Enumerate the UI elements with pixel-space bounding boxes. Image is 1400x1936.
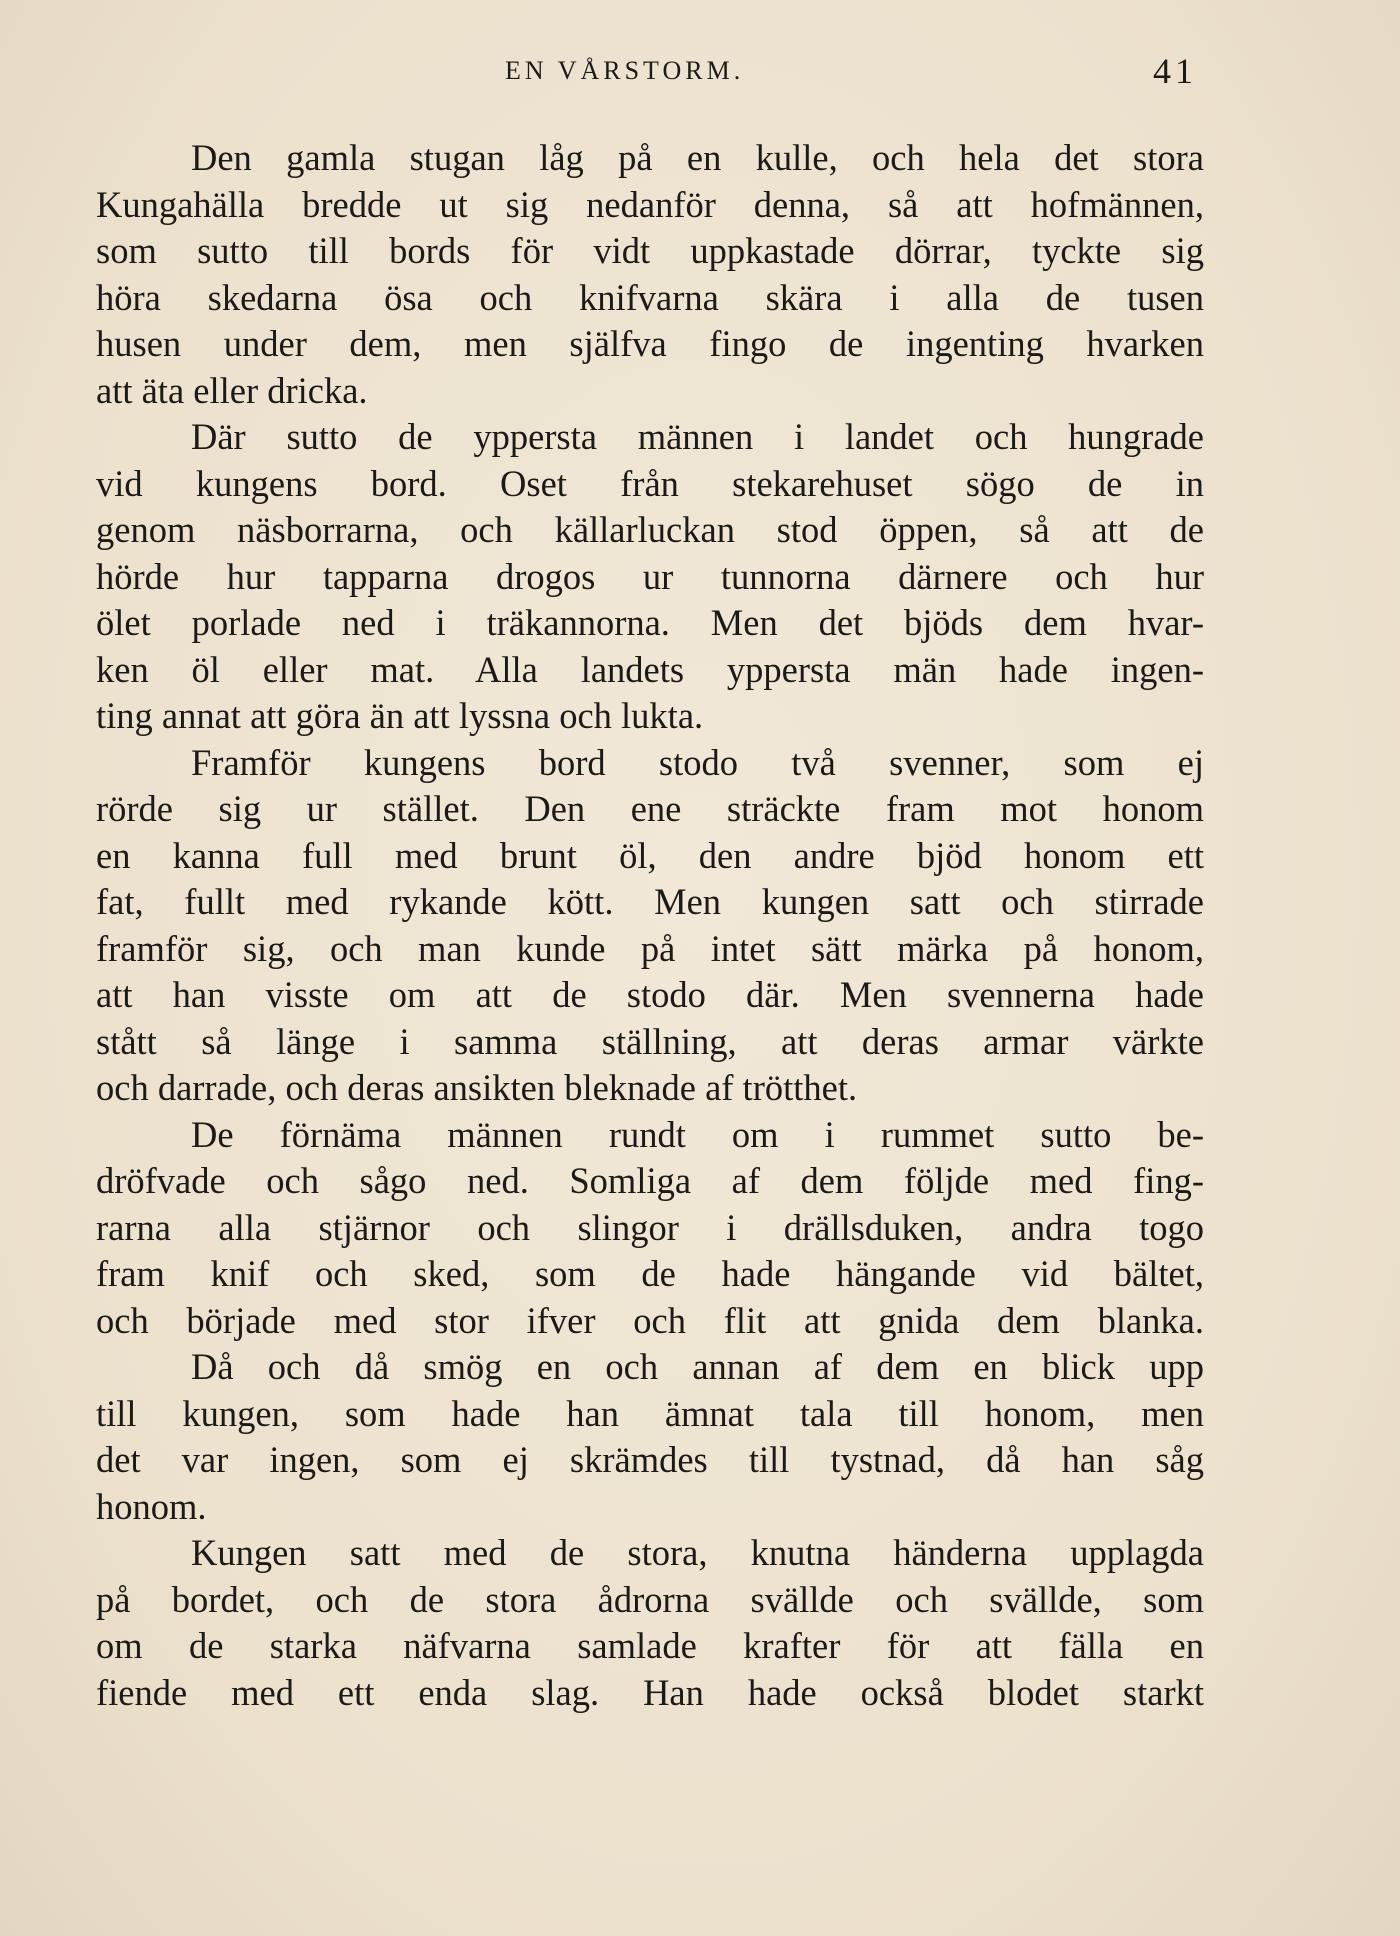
text-line: till kungen, som hade han ämnat tala till honom, men bbox=[96, 1392, 1204, 1434]
text-line: att han visste om att de stodo där. Men svennerna hade bbox=[96, 974, 1204, 1015]
running-title: EN VÅRSTORM. bbox=[505, 56, 745, 85]
text-line: och började med stor ifver och flit att gnida dem blanka. bbox=[96, 1299, 1204, 1341]
text-line: rörde sig ur stället. Den ene sträckte fram mot honom bbox=[96, 788, 1204, 829]
text-line: fiende med ett enda slag. Han hade också blodet starkt bbox=[96, 1671, 1204, 1713]
text-line: fat, fullt med rykande kött. Men kungen satt och stirrade bbox=[96, 881, 1204, 922]
text-line: genom näsborrarna, och källarluckan stod öppen, så att de bbox=[96, 509, 1204, 550]
text-line: ting annat att göra än att lyssna och lukta. bbox=[96, 695, 704, 736]
text-line: och darrade, och deras ansikten bleknade af trötthet. bbox=[96, 1067, 858, 1108]
text-line: höra skedarna ösa och knifvarna skära i alla de tusen bbox=[96, 276, 1204, 318]
text-body bbox=[96, 135, 1204, 1716]
text-line: hörde hur tapparna drogos ur tunnorna därnere och hur bbox=[96, 555, 1204, 597]
text-line: att äta eller dricka. bbox=[96, 369, 368, 411]
text-line: Framför kungens bord stodo två svenner, som ej bbox=[191, 741, 1204, 783]
text-line: Då och då smög en och annan af dem en blick upp bbox=[191, 1346, 1204, 1387]
text-line: en kanna full med brunt öl, den andre bjöd honom ett bbox=[96, 834, 1204, 876]
text-line: ken öl eller mat. Alla landets yppersta män hade ingen- bbox=[96, 648, 1204, 690]
text-line: dröfvade och sågo ned. Somliga af dem följde med fing- bbox=[96, 1160, 1204, 1201]
text-line: rarna alla stjärnor och slingor i drällsduken, andra togo bbox=[96, 1206, 1204, 1248]
text-line: vid kungens bord. Oset från stekarehuset sögo de in bbox=[96, 462, 1204, 504]
text-line: det var ingen, som ej skrämdes till tystnad, då han såg bbox=[96, 1439, 1204, 1480]
text-line: Den gamla stugan låg på en kulle, och hela det stora bbox=[191, 137, 1204, 178]
text-line: Kungen satt med de stora, knutna händerna upplagda bbox=[191, 1532, 1204, 1573]
text-line: på bordet, och de stora ådrorna svällde och svällde, som bbox=[96, 1578, 1204, 1620]
text-line: stått så länge i samma ställning, att deras armar värkte bbox=[96, 1020, 1204, 1062]
text-line: ölet porlade ned i träkannorna. Men det bjöds dem hvar- bbox=[96, 602, 1204, 643]
text-line: om de starka näfvarna samlade krafter för att fälla en bbox=[96, 1625, 1204, 1666]
text-line: Kungahälla bredde ut sig nedanför denna, så att hofmännen, bbox=[96, 183, 1204, 225]
text-line: framför sig, och man kunde på intet sätt märka på honom, bbox=[96, 927, 1204, 969]
text-line: fram knif och sked, som de hade hängande vid bältet, bbox=[96, 1253, 1204, 1294]
text-line: De förnäma männen rundt om i rummet sutto be- bbox=[191, 1113, 1204, 1155]
text-line: honom. bbox=[96, 1485, 207, 1527]
text-line: Där sutto de yppersta männen i landet och hungrade bbox=[191, 416, 1204, 457]
text-line: husen under dem, men själfva fingo de ingenting hvarken bbox=[96, 323, 1204, 364]
text-line: som sutto till bords för vidt uppkastade dörrar, tyckte sig bbox=[96, 230, 1204, 271]
page-number: 41 bbox=[1153, 51, 1197, 91]
